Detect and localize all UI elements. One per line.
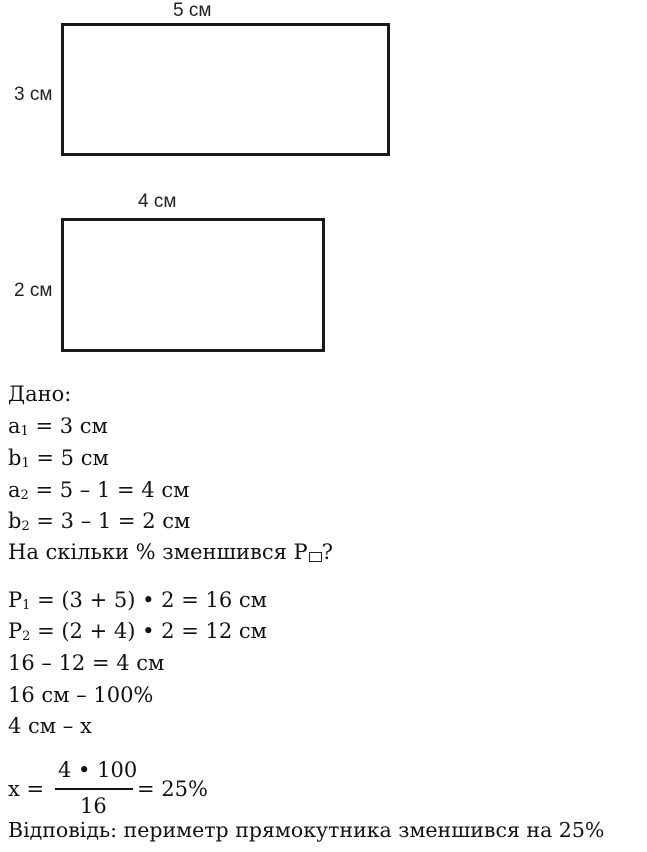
given-question-end: ? [321,540,333,564]
given-b1 [8,448,109,470]
solution-difference: 16 – 12 = 4 см [8,651,165,675]
given-a2-var: a [8,478,21,502]
formula-lhs: x = [8,777,45,801]
formula-fraction-bar [55,788,133,790]
rectangle-2-shape [61,218,325,352]
solution-p1-sub: 1 [22,597,31,613]
solution-p2-rest: = (2 + 4) • 2 = 12 см [30,619,267,643]
rectangle-symbol-icon [309,552,322,562]
given-question-text: На скільки % зменшився P [8,540,308,564]
given-a1-var: a [8,414,21,438]
rectangle-2-top-label: 4 см [138,191,177,212]
given-a2-sub: 2 [20,487,29,503]
given-a1 [8,416,108,438]
formula-numerator: 4 • 100 [58,758,138,782]
formula-rhs: = 25% [137,777,208,801]
solution-p1-rest: = (3 + 5) • 2 = 16 см [30,588,267,612]
solution-p1 [8,590,267,612]
given-b2-rest: = 3 – 1 = 2 см [29,509,191,533]
given-question [8,542,333,563]
given-title: Дано: [8,382,72,406]
given-b2 [8,511,190,533]
answer-text: Відповідь: периметр прямокутника зменшився на 25% [8,818,605,842]
given-a1-rest: = 3 см [28,414,108,438]
given-b1-sub: 1 [21,455,30,471]
formula-denominator: 16 [80,794,107,818]
given-a2-rest: = 5 – 1 = 4 см [28,478,190,502]
rectangle-1-top-label: 5 см [173,0,212,21]
rectangle-1-side-label: 3 см [14,84,53,105]
given-b1-rest: = 5 см [29,446,109,470]
given-b2-var: b [8,509,22,533]
given-a2 [8,480,189,502]
solution-p1-var: P [8,588,23,612]
solution-p2-sub: 2 [22,628,31,644]
rectangle-2-side-label: 2 см [14,280,53,301]
given-a1-sub: 1 [20,423,29,439]
rectangle-1-shape [61,23,390,156]
solution-proportion-2: 4 см – x [8,714,92,738]
given-b2-sub: 2 [21,518,30,534]
solution-p2-var: P [8,619,23,643]
solution-p2 [8,621,267,643]
solution-proportion-1: 16 см – 100% [8,683,154,707]
given-b1-var: b [8,446,22,470]
